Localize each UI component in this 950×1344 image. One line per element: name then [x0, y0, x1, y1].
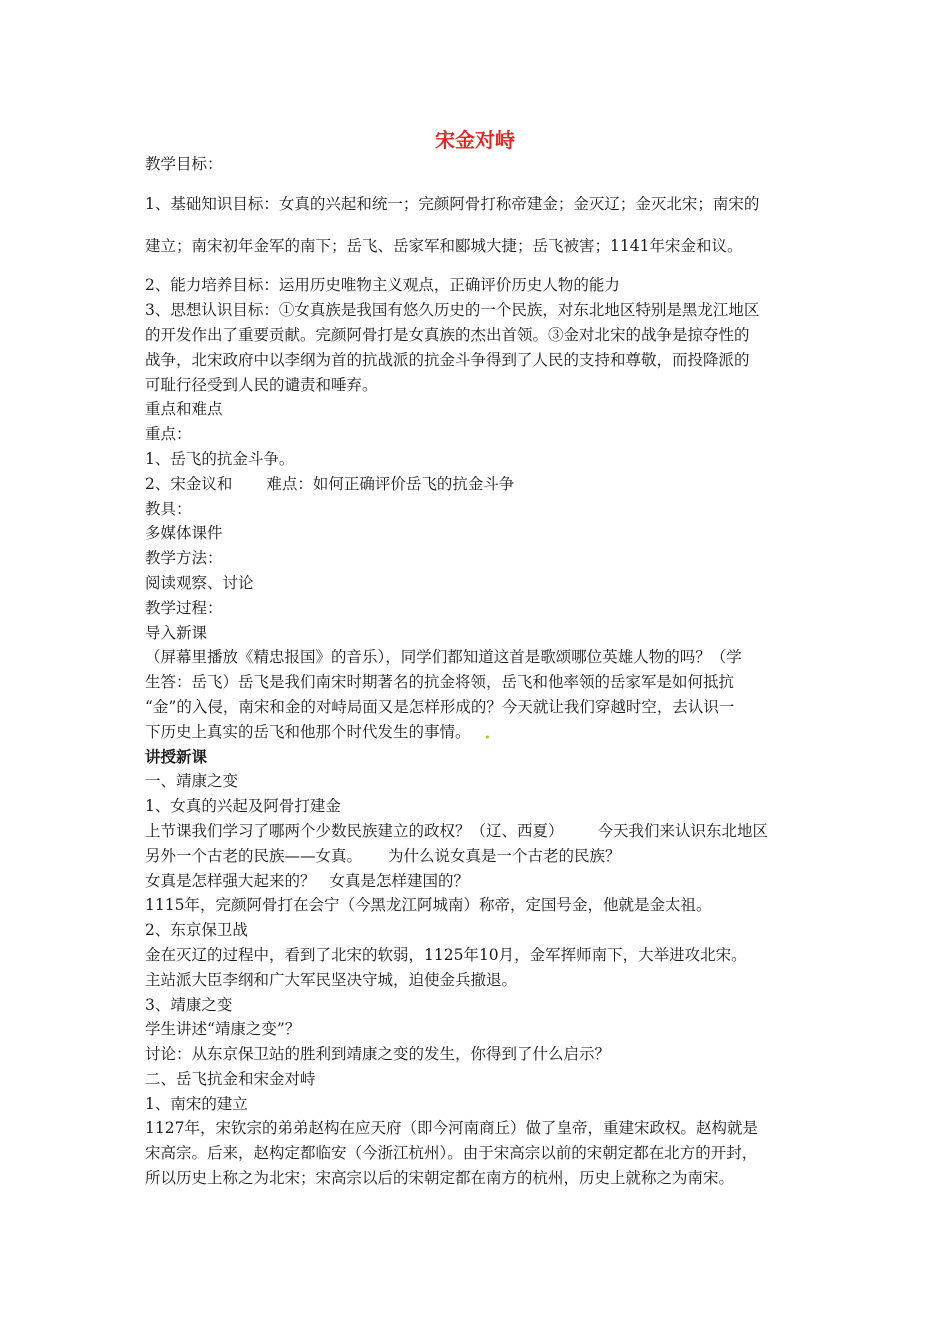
- section-2-line-3: 所以历史上称之为北宋；宋高宗以后的宋朝定都在南方的杭州，历史上就称之为南宋。: [145, 1169, 735, 1188]
- intro-heading: 导入新课: [145, 623, 208, 642]
- section-1-sub-1-line-4: 1115年，完颜阿骨打在会宁（今黑龙江阿城南）称帝，定国号金，他就是金太祖。: [145, 896, 712, 915]
- section-1-sub-2-line-1: 金在灭辽的过程中，看到了北宋的软弱，1125年10月，金军挥师南下，大举进攻北宋。: [145, 945, 747, 964]
- section-1-heading: 一、靖康之变: [145, 772, 239, 791]
- document-title: 宋金对峙: [435, 128, 515, 152]
- section-1-sub-3-line-2: 讨论：从东京保卫站的胜利到靖康之变的发生，你得到了什么启示？: [145, 1045, 611, 1064]
- objectives-heading: 教学目标：: [145, 155, 223, 173]
- intro-line-1: （屏幕里播放《精忠报国》的音乐），同学们都知道这首是歌颂哪位英雄人物的吗？（学: [145, 648, 742, 667]
- key-label: 重点：: [145, 425, 192, 444]
- section-1-sub-3: 3、靖康之变: [145, 995, 233, 1014]
- section-2-sub-1: 1、南宋的建立: [145, 1094, 248, 1113]
- intro-line-2: 生答：岳飞）岳飞是我们南宋时期著名的抗金将领，岳飞和他率领的岳家军是如何抵抗: [145, 673, 735, 692]
- objective-3-line-2: 的开发作出了重要贡献。完颜阿骨打是女真族的杰出首领。③金对北宋的战争是掠夺性的: [145, 325, 750, 344]
- tools-heading: 教具：: [145, 499, 192, 518]
- intro-line-3: “金”的入侵，南宋和金的对峙局面又是怎样形成的？今天就让我们穿越时空，去认识一: [145, 697, 735, 716]
- text-span: 女真是怎样强大起来的？: [145, 871, 316, 890]
- key-point-2-row: [145, 472, 825, 497]
- section-1-sub-1-line-2: [145, 844, 825, 869]
- objective-3-line-1: 3、思想认识目标：①女真族是我国有悠久历史的一个民族，对东北地区特别是黑龙江地区: [145, 301, 760, 320]
- key-point-1: 1、岳飞的抗金斗争。: [145, 449, 295, 468]
- section-2-line-2: 宋高宗。后来，赵构定都临安（今浙江杭州）。由于宋高宗以前的宋朝定都在北方的开封，: [145, 1144, 758, 1163]
- key-point-2: 2、宋金议和: [145, 474, 233, 493]
- objective-3-line-4: 可耻行径受到人民的谴责和唾弃。: [145, 375, 378, 394]
- difficulty: 难点：如何正确评价岳飞的抗金斗争: [266, 474, 515, 493]
- stray-mark: •: [484, 732, 491, 744]
- intro-line-4: 下历史上真实的岳飞和他那个时代发生的事情。: [145, 722, 471, 741]
- keypoints-heading: 重点和难点: [145, 400, 223, 419]
- section-1-sub-2-line-2: 主站派大臣李纲和广大军民坚决守城，迫使金兵撤退。: [145, 970, 518, 989]
- tools-value: 多媒体课件: [145, 524, 223, 543]
- section-1-sub-3-line-1: 学生讲述“靖康之变”？: [145, 1020, 301, 1039]
- methods-value: 阅读观察、讨论: [145, 573, 254, 592]
- new-lesson-heading: 讲授新课: [145, 746, 208, 766]
- text-span: 上节课我们学习了哪两个少数民族建立的政权？（辽、西夏）: [145, 821, 564, 840]
- section-1-sub-1: 1、女真的兴起及阿骨打建金: [145, 797, 341, 816]
- text-span: 女真是怎样建国的？: [329, 871, 470, 890]
- text-span: 另外一个古老的民族——女真。: [145, 846, 363, 865]
- intro-line-4-row: [145, 720, 825, 745]
- text-span: 为什么说女真是一个古老的民族？: [388, 846, 621, 865]
- process-heading: 教学过程：: [145, 598, 223, 617]
- section-1-sub-1-line-1: [145, 819, 825, 844]
- section-1-sub-1-line-3: [145, 869, 825, 894]
- methods-heading: 教学方法：: [145, 549, 223, 568]
- section-1-sub-2: 2、东京保卫战: [145, 921, 248, 940]
- section-2-heading: 二、岳飞抗金和宋金对峙: [145, 1069, 316, 1088]
- objective-1-line-1: 1、基础知识目标：女真的兴起和统一；完颜阿骨打称帝建金；金灭辽；金灭北宋；南宋的: [145, 194, 760, 213]
- text-span: 今天我们来认识东北地区: [597, 821, 769, 840]
- objective-2: 2、能力培养目标：运用历史唯物主义观点，正确评价历史人物的能力: [145, 276, 620, 295]
- section-2-line-1: 1127年，宋钦宗的弟弟赵构在应天府（即今河南商丘）做了皇帝，重建宋政权。赵构就是: [145, 1119, 758, 1138]
- objective-1-line-2: 建立；南宋初年金军的南下；岳飞、岳家军和郾城大捷；岳飞被害；1141年宋金和议。: [145, 236, 743, 255]
- document-body: [145, 152, 825, 1191]
- objective-3-line-3: 战争，北宋政府中以李纲为首的抗战派的抗金斗争得到了人民的支持和尊敬，而投降派的: [145, 350, 750, 369]
